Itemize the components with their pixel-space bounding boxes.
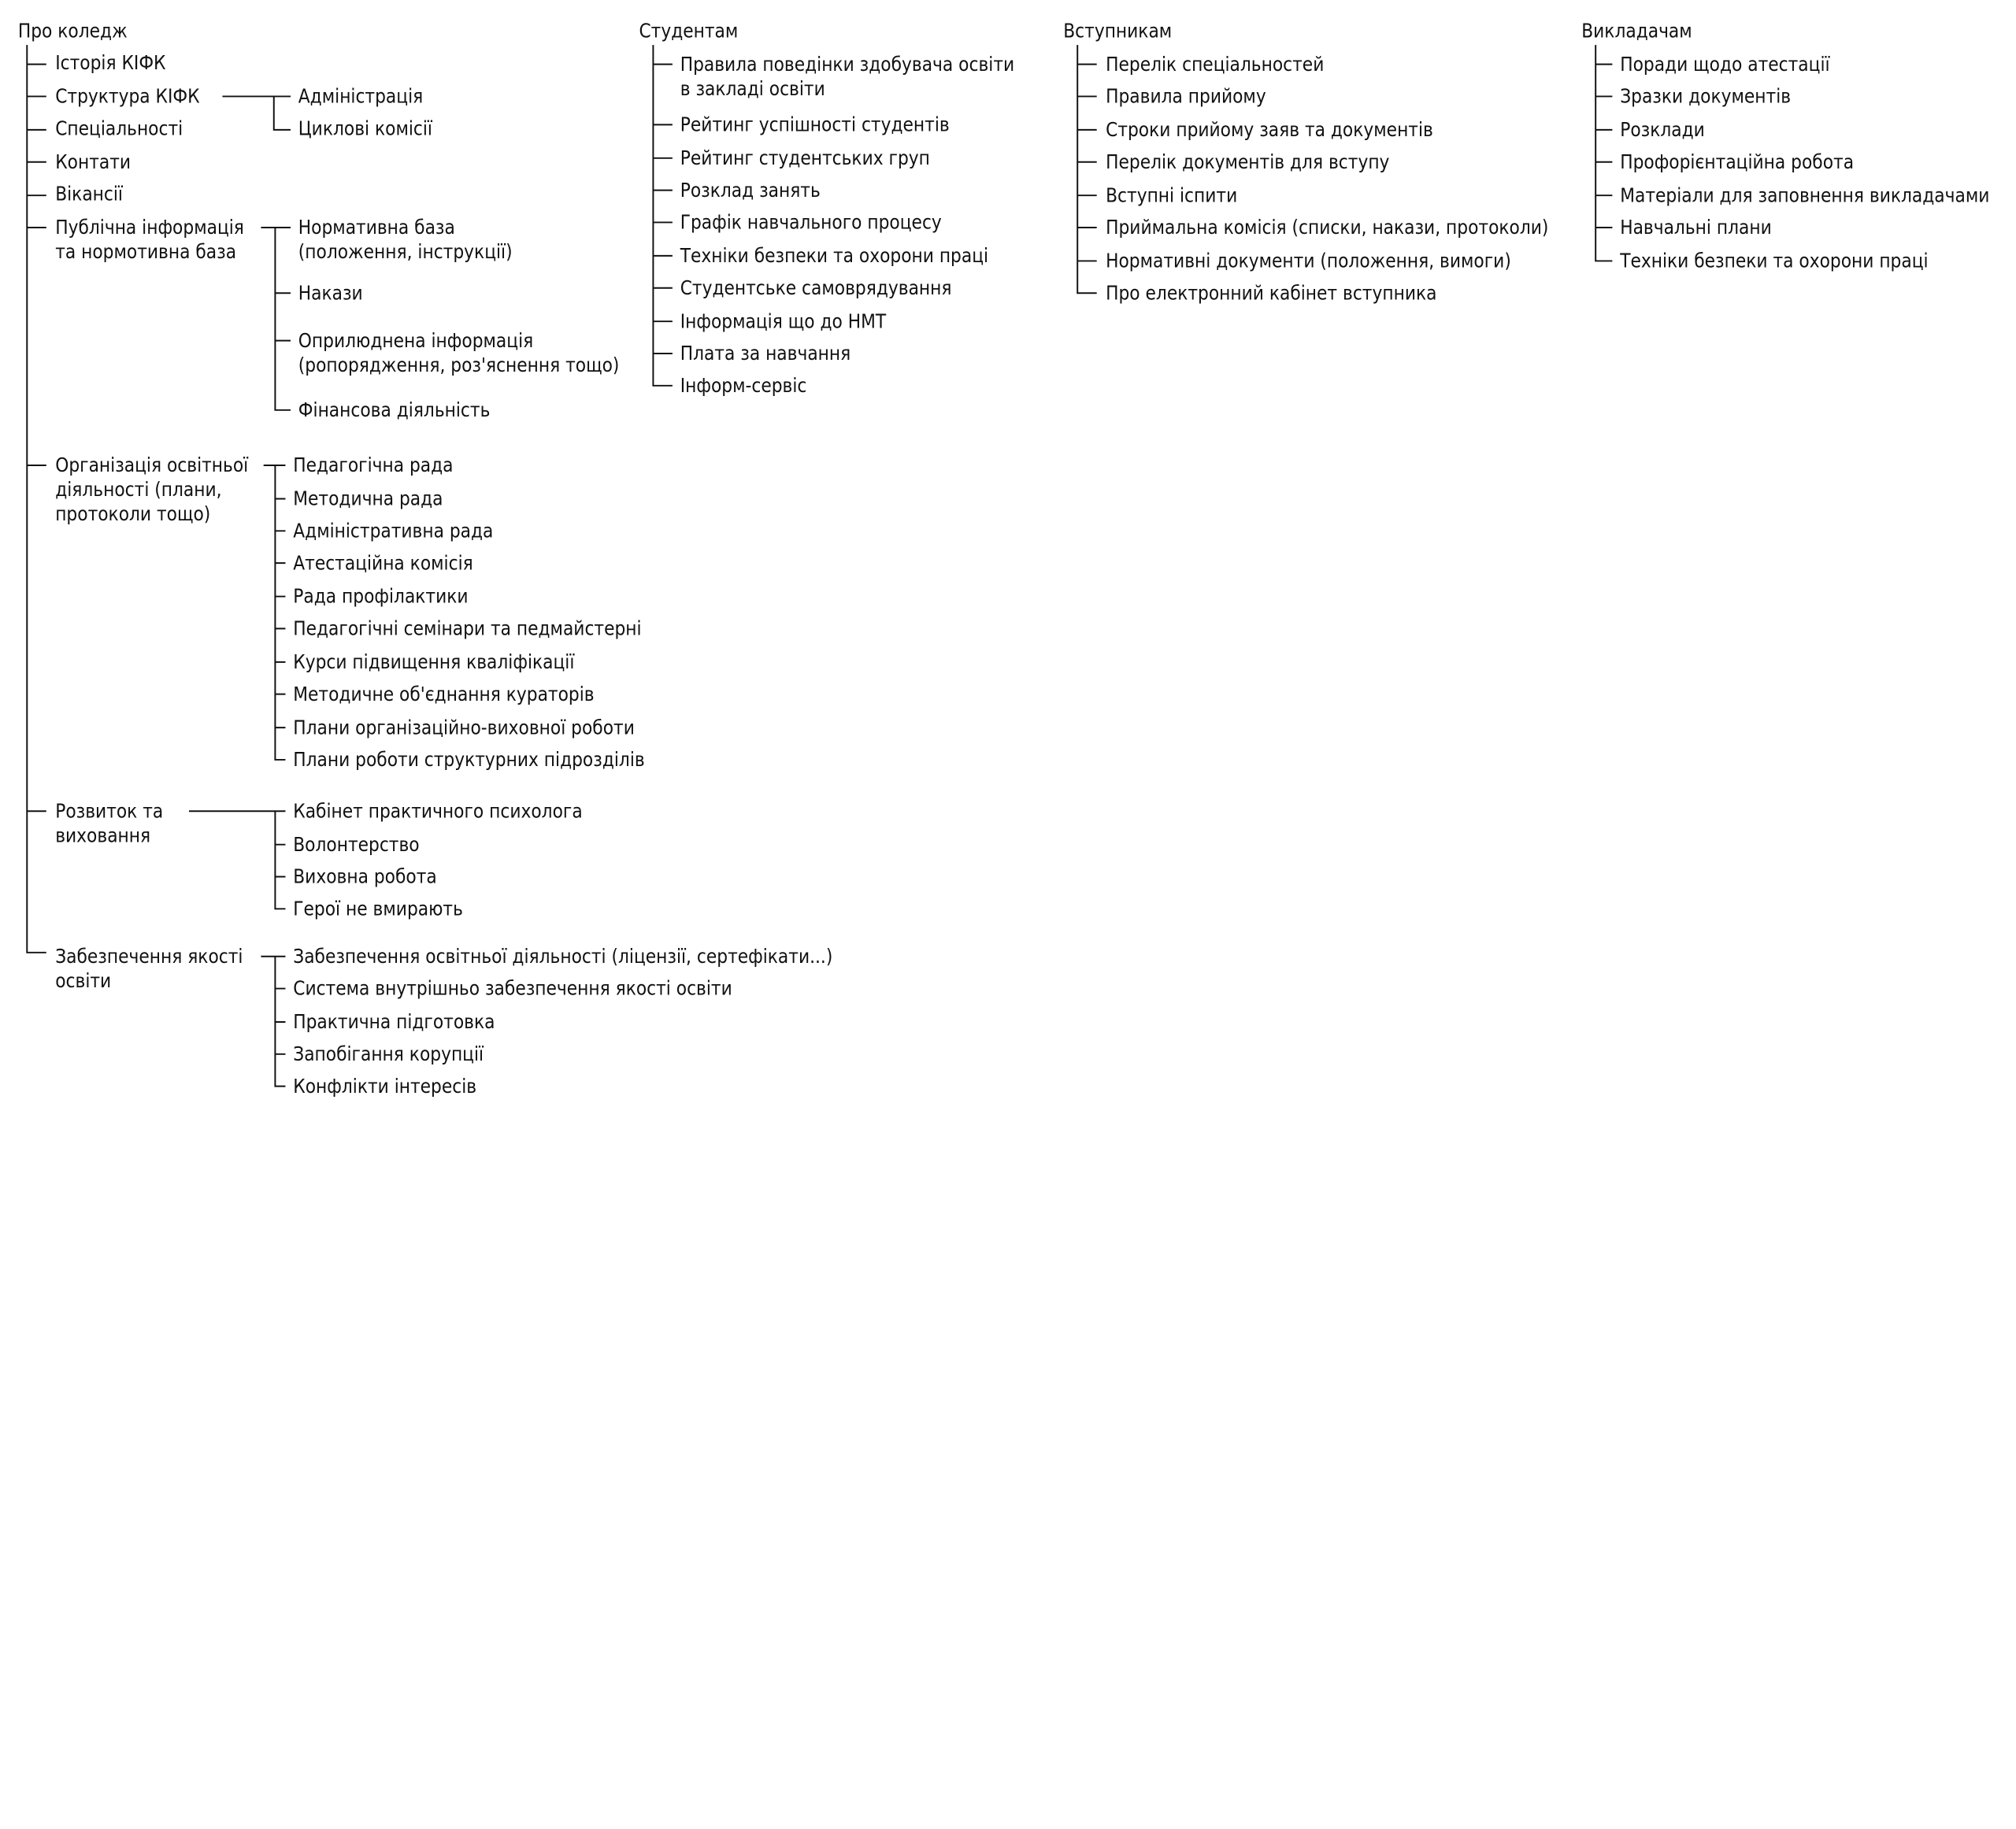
item-public-information-line-1: Публічна інформація xyxy=(55,216,244,239)
item-public-information[interactable] xyxy=(55,216,244,265)
applicant-item-regulatory-documents[interactable]: Нормативні документи (положення, вимоги) xyxy=(1106,249,1511,273)
subitem-corruption-prevention[interactable]: Запобігання корупції xyxy=(293,1042,484,1066)
teacher-item-attestation-advice[interactable]: Поради щодо атестації xyxy=(1620,52,1830,76)
student-item-study-process-chart[interactable]: Графік навчального процесу xyxy=(680,210,942,235)
teacher-item-career-guidance[interactable]: Профорієнтаційна робота xyxy=(1620,150,1855,174)
item-specialties[interactable]: Спеціальності xyxy=(55,117,183,140)
item-history[interactable]: Історія КІФК xyxy=(55,51,166,75)
subitem-administrative-council[interactable]: Адміністративна рада xyxy=(293,519,494,542)
student-item-behavior-rules-line-1: Правила поведінки здобувача освіти xyxy=(680,52,1015,76)
student-item-tuition[interactable]: Плата за навчання xyxy=(680,342,851,365)
section-students[interactable]: Студентам xyxy=(639,19,739,43)
student-item-safety[interactable]: Техніки безпеки та охорони праці xyxy=(680,244,989,268)
subitem-qualification-courses[interactable]: Курси підвищення кваліфікації xyxy=(293,650,575,674)
subitem-published-information[interactable] xyxy=(298,329,620,378)
subitem-heroes-never-die[interactable]: Герої не вмирають xyxy=(293,897,463,921)
item-educational-activity-line-2: діяльності (плани, xyxy=(55,478,222,502)
student-item-info-service[interactable]: Інформ-сервіс xyxy=(680,374,807,398)
applicant-item-entrance-exams[interactable]: Вступні іспити xyxy=(1106,183,1238,207)
student-item-schedule[interactable]: Розклад занять xyxy=(680,178,821,202)
subitem-cycle-commissions[interactable]: Циклові комісії xyxy=(298,117,432,140)
item-vacancies[interactable]: Вікансії xyxy=(55,182,123,206)
student-item-self-government[interactable]: Студентське самоврядування xyxy=(680,276,952,300)
item-structure[interactable]: Структура КІФК xyxy=(55,84,200,109)
subitem-methodical-council[interactable]: Методична рада xyxy=(293,487,443,511)
subitem-licenses-certificates[interactable]: Забезпечення освітньої діяльності (ліцензії, сертефікати...) xyxy=(293,945,833,968)
subitem-regulatory-base-line-1: Нормативна база xyxy=(298,216,455,239)
item-educational-activity-line-1: Організація освітньої xyxy=(55,454,249,477)
subitem-practical-training[interactable]: Практична підготовка xyxy=(293,1010,495,1034)
student-item-nmt-info[interactable]: Інформація що до НМТ xyxy=(680,309,887,333)
section-teachers[interactable]: Викладачам xyxy=(1581,19,1692,43)
subitem-orders[interactable]: Накази xyxy=(298,281,363,305)
item-development-upbringing-line-2: виховання xyxy=(55,824,151,847)
item-public-information-line-2: та нормотивна база xyxy=(55,240,237,264)
applicant-item-documents-list[interactable]: Перелік документів для вступу xyxy=(1106,150,1390,174)
student-item-group-rating[interactable]: Рейтинг студентських груп xyxy=(680,146,930,170)
subitem-internal-quality-system[interactable]: Система внутрішньо забезпечення якості освіти xyxy=(293,976,732,1001)
applicant-item-electronic-cabinet[interactable]: Про електронний кабінет вступника xyxy=(1106,281,1437,305)
subitem-educational-work-plans[interactable]: Плани організаційно-виховної роботи xyxy=(293,716,635,739)
applicant-item-deadlines[interactable]: Строки прийому заяв та документів xyxy=(1106,118,1433,142)
item-quality-assurance-line-2: освіти xyxy=(55,969,112,993)
subitem-conflicts-of-interest[interactable]: Конфлікти інтересів xyxy=(293,1074,477,1098)
teacher-item-schedules[interactable]: Розклади xyxy=(1620,118,1705,142)
subitem-attestation-commission[interactable]: Атестаційна комісія xyxy=(293,551,473,575)
item-educational-activity-line-3: протоколи тощо) xyxy=(55,502,211,526)
subitem-pedagogical-council[interactable]: Педагогічна рада xyxy=(293,454,454,477)
subitem-financial-activity[interactable]: Фінансова діяльність xyxy=(298,398,491,422)
section-about-college[interactable]: Про коледж xyxy=(17,19,128,43)
student-item-behavior-rules-line-2: в закладі освіти xyxy=(680,76,825,101)
subitem-prevention-council[interactable]: Рада профілактики xyxy=(293,584,469,609)
section-applicants[interactable]: Вступникам xyxy=(1063,19,1173,43)
item-educational-activity[interactable] xyxy=(55,454,248,527)
subitem-administration[interactable]: Адміністрація xyxy=(298,84,424,109)
item-quality-assurance[interactable] xyxy=(55,945,243,994)
subitem-published-information-line-2: (ропорядження, роз'яснення тощо) xyxy=(298,353,620,377)
subitem-published-information-line-1: Оприлюднена інформація xyxy=(298,328,534,353)
subitem-structural-units-plans[interactable]: Плани роботи структурних підрозділів xyxy=(293,748,645,772)
teacher-item-materials[interactable]: Матеріали для заповнення викладачами xyxy=(1620,183,1990,207)
subitem-psychologist-office[interactable]: Кабінет практичного психолога xyxy=(293,799,583,823)
subitem-pedagogical-seminars[interactable]: Педагогічні семінари та педмайстерні xyxy=(293,616,642,641)
teacher-item-document-samples[interactable]: Зразки документів xyxy=(1620,84,1792,109)
subitem-regulatory-base[interactable] xyxy=(298,216,513,265)
item-quality-assurance-line-1: Забезпечення якості xyxy=(55,945,243,968)
teacher-item-curricula[interactable]: Навчальні плани xyxy=(1620,216,1772,239)
subitem-regulatory-base-line-2: (положення, інструкції) xyxy=(298,240,513,264)
subitem-volunteering[interactable]: Волонтерство xyxy=(293,832,420,857)
item-contacts[interactable]: Контати xyxy=(55,150,132,174)
item-development-upbringing-line-1: Розвиток та xyxy=(55,799,164,823)
applicant-item-admission-rules[interactable]: Правила прийому xyxy=(1106,84,1266,109)
subitem-curators-association[interactable]: Методичне об'єднання кураторів xyxy=(293,682,595,706)
student-item-behavior-rules[interactable] xyxy=(680,53,1014,102)
subitem-educational-work[interactable]: Виховна робота xyxy=(293,865,437,889)
applicant-item-specialties[interactable]: Перелік спеціальностей xyxy=(1106,52,1325,76)
student-item-performance-rating[interactable]: Рейтинг успішності студентів xyxy=(680,113,950,137)
applicant-item-admission-committee[interactable]: Приймальна комісія (списки, накази, протоколи) xyxy=(1106,216,1549,239)
item-development-upbringing[interactable] xyxy=(55,800,163,849)
teacher-item-safety[interactable]: Техніки безпеки та охорони праці xyxy=(1620,249,1929,273)
